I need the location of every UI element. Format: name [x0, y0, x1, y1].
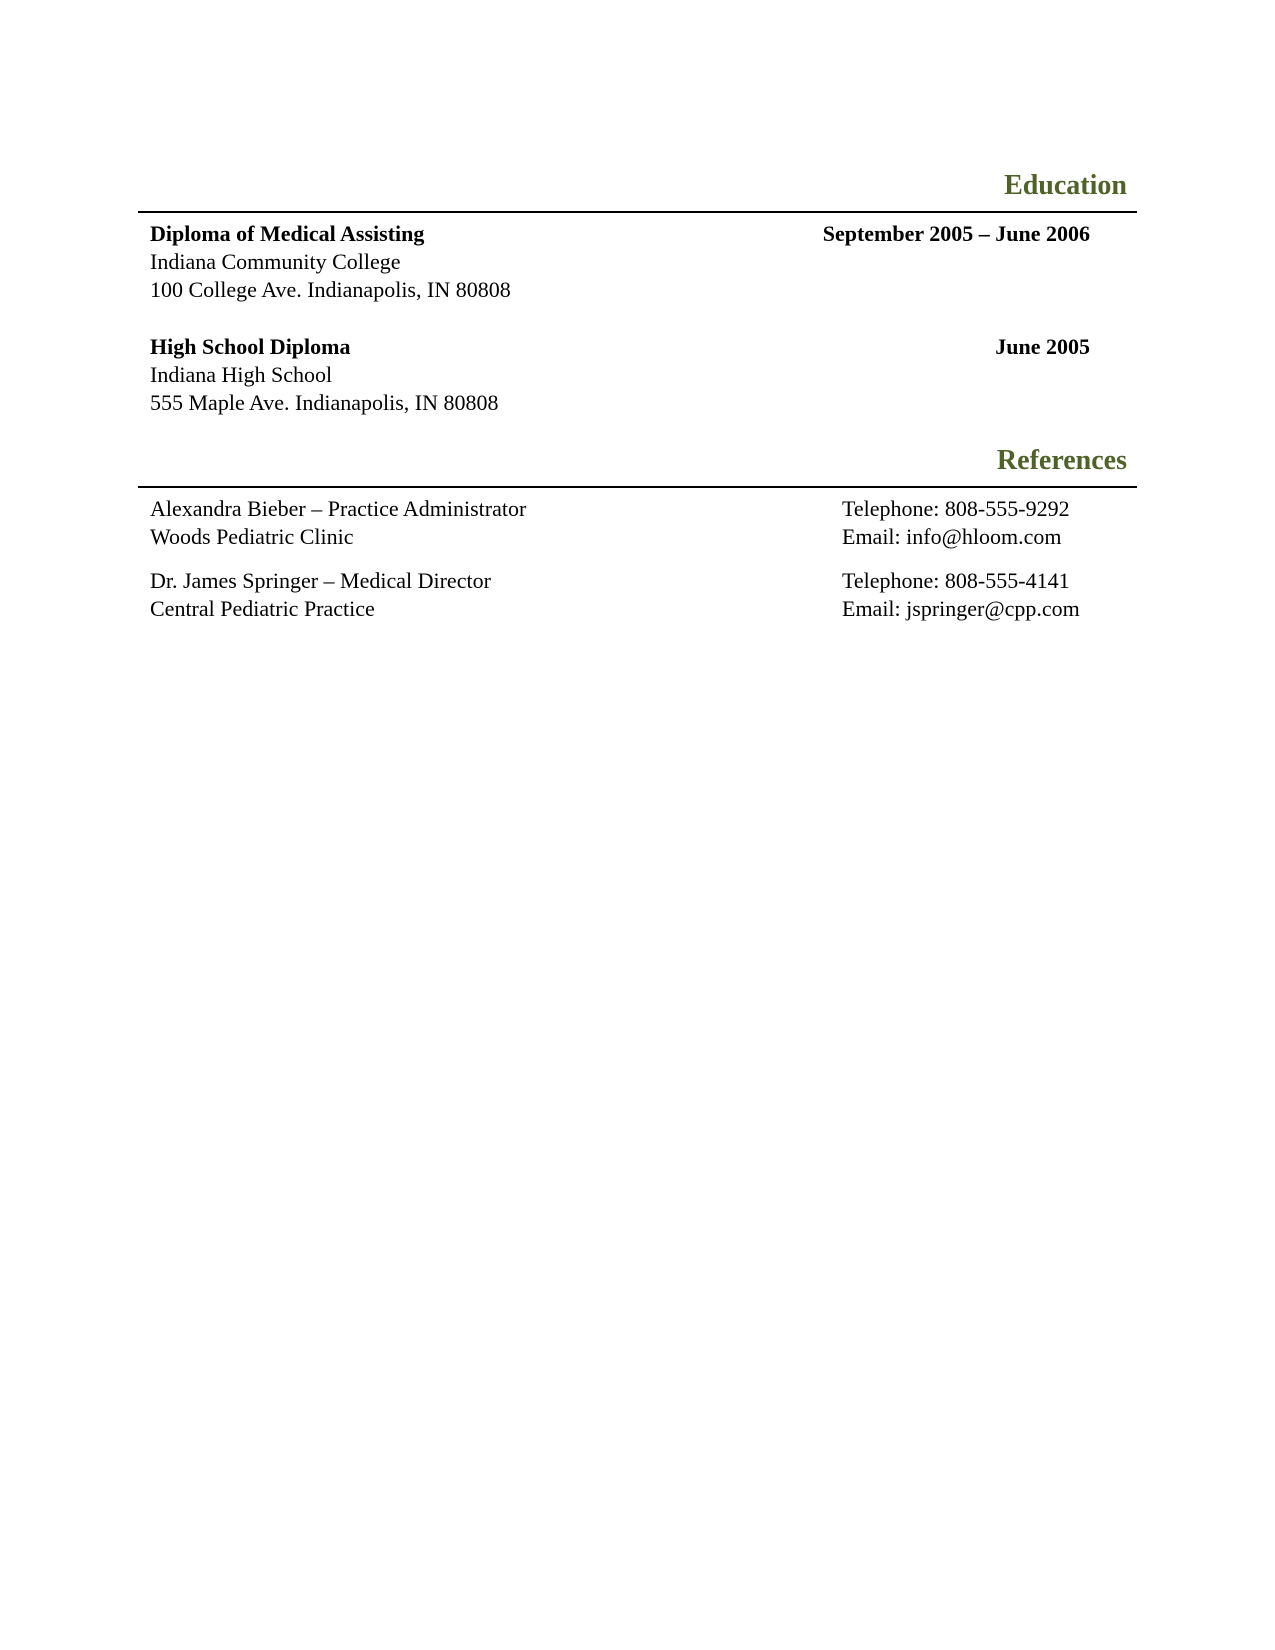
education-divider — [138, 211, 1137, 213]
degree-title: High School Diploma — [150, 334, 351, 359]
reference-organization: Central Pediatric Practice — [150, 596, 375, 621]
school-name: Indiana Community College — [150, 249, 401, 274]
school-name: Indiana High School — [150, 362, 333, 387]
reference-email: Email: info@hloom.com — [842, 524, 1062, 549]
school-address: 100 College Ave. Indianapolis, IN 80808 — [150, 277, 511, 302]
references-heading: References — [996, 445, 1127, 476]
reference-telephone: Telephone: 808-555-9292 — [842, 496, 1070, 521]
education-entry — [150, 220, 1090, 304]
references-divider — [138, 486, 1137, 488]
education-heading: Education — [1004, 170, 1127, 201]
reference-name-role: Dr. James Springer – Medical Director — [150, 568, 491, 593]
degree-date: September 2005 – June 2006 — [822, 221, 1090, 246]
reference-telephone: Telephone: 808-555-4141 — [842, 568, 1070, 593]
reference-entry — [150, 495, 1090, 551]
degree-date: June 2005 — [995, 334, 1090, 359]
education-entry — [150, 333, 1090, 417]
school-address: 555 Maple Ave. Indianapolis, IN 80808 — [150, 390, 499, 415]
reference-entry — [150, 567, 1090, 623]
reference-email: Email: jspringer@cpp.com — [842, 596, 1080, 621]
degree-title: Diploma of Medical Assisting — [150, 221, 425, 246]
reference-name-role: Alexandra Bieber – Practice Administrator — [150, 496, 527, 521]
reference-organization: Woods Pediatric Clinic — [150, 524, 354, 549]
